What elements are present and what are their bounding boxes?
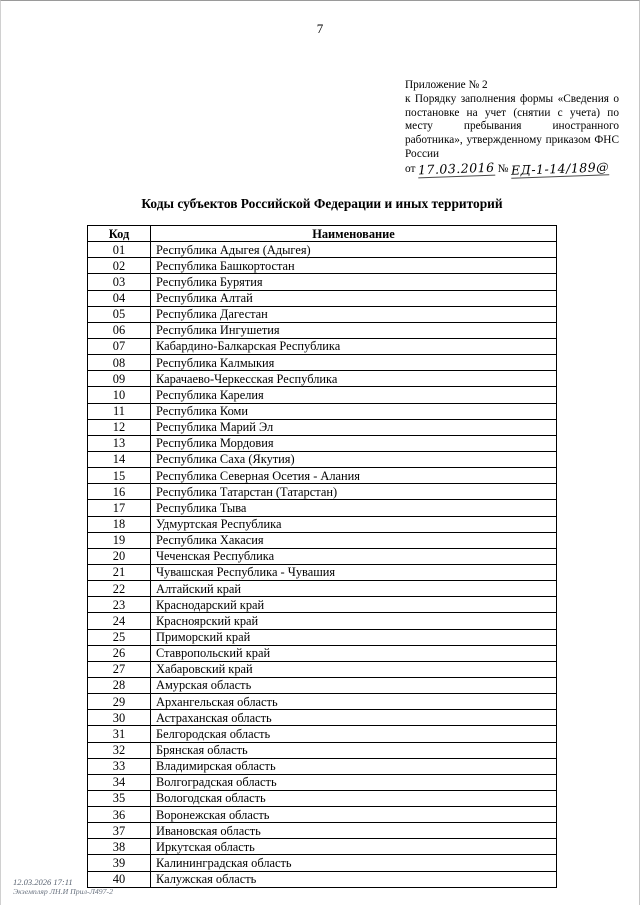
table-row — [88, 258, 557, 274]
table-row — [88, 581, 557, 597]
code-cell: 34 — [88, 774, 151, 790]
name-cell: Удмуртская Республика — [151, 516, 557, 532]
table-row — [88, 661, 557, 677]
table-row — [88, 306, 557, 322]
handwritten-order-number: ЕД-1-14/189@ — [511, 158, 610, 178]
name-cell: Приморский край — [151, 629, 557, 645]
name-cell: Республика Марий Эл — [151, 419, 557, 435]
table-row — [88, 516, 557, 532]
code-cell: 04 — [88, 290, 151, 306]
table-row — [88, 419, 557, 435]
table-row — [88, 274, 557, 290]
name-cell: Республика Калмыкия — [151, 355, 557, 371]
code-cell: 07 — [88, 338, 151, 354]
footer-timestamp: 12.03.2026 17:11 — [13, 876, 73, 887]
code-cell: 06 — [88, 322, 151, 338]
table-row — [88, 871, 557, 887]
page-number: 7 — [316, 21, 324, 36]
code-cell: 28 — [88, 677, 151, 693]
code-cell: 21 — [88, 564, 151, 580]
name-cell: Хабаровский край — [151, 661, 557, 677]
table-row — [88, 855, 557, 871]
code-cell: 05 — [88, 306, 151, 322]
name-cell: Республика Алтай — [151, 290, 557, 306]
name-cell: Калининградская область — [151, 855, 557, 871]
scan-footer — [13, 877, 113, 897]
table-body — [88, 242, 557, 888]
name-cell: Республика Татарстан (Татарстан) — [151, 484, 557, 500]
table-row — [88, 371, 557, 387]
table-row — [88, 694, 557, 710]
code-cell: 17 — [88, 500, 151, 516]
codes-table — [87, 225, 557, 888]
code-cell: 01 — [88, 242, 151, 258]
footer-document-ref: Экземпляр ЛН.И Прил-Л497-2 — [13, 887, 114, 897]
table-row — [88, 435, 557, 451]
name-cell: Амурская область — [151, 677, 557, 693]
code-cell: 13 — [88, 435, 151, 451]
appendix-body: к Порядку заполнения формы «Сведения о постановке на учет (снятии с учета) по месту пребывания иностранного работника», утвержденному приказом ФНС России — [405, 92, 619, 160]
table-row — [88, 338, 557, 354]
appendix-block — [405, 79, 619, 176]
table-row — [88, 500, 557, 516]
name-cell: Воронежская область — [151, 807, 557, 823]
name-cell: Астраханская область — [151, 710, 557, 726]
name-cell: Карачаево-Черкесская Республика — [151, 371, 557, 387]
code-cell: 02 — [88, 258, 151, 274]
code-cell: 08 — [88, 355, 151, 371]
code-cell: 37 — [88, 823, 151, 839]
code-cell: 22 — [88, 581, 151, 597]
code-cell: 39 — [88, 855, 151, 871]
table-row — [88, 403, 557, 419]
code-cell: 19 — [88, 532, 151, 548]
name-cell: Республика Северная Осетия - Алания — [151, 468, 557, 484]
code-cell: 29 — [88, 694, 151, 710]
name-cell: Волгоградская область — [151, 774, 557, 790]
name-cell: Вологодская область — [151, 790, 557, 806]
name-cell: Ивановская область — [151, 823, 557, 839]
table-row — [88, 726, 557, 742]
table-row — [88, 629, 557, 645]
table-row — [88, 823, 557, 839]
name-cell: Краснодарский край — [151, 597, 557, 613]
code-cell: 14 — [88, 451, 151, 467]
table-row — [88, 484, 557, 500]
table-row — [88, 758, 557, 774]
code-cell: 12 — [88, 419, 151, 435]
name-cell: Ставропольский край — [151, 645, 557, 661]
code-cell: 11 — [88, 403, 151, 419]
name-cell: Республика Дагестан — [151, 306, 557, 322]
code-cell: 18 — [88, 516, 151, 532]
code-cell: 10 — [88, 387, 151, 403]
table-row — [88, 677, 557, 693]
code-cell: 16 — [88, 484, 151, 500]
table-row — [88, 387, 557, 403]
code-cell: 09 — [88, 371, 151, 387]
code-cell: 33 — [88, 758, 151, 774]
name-cell: Чеченская Республика — [151, 548, 557, 564]
name-cell: Республика Саха (Якутия) — [151, 451, 557, 467]
code-cell: 35 — [88, 790, 151, 806]
name-cell: Архангельская область — [151, 694, 557, 710]
table-row — [88, 532, 557, 548]
table-row — [88, 710, 557, 726]
code-cell: 23 — [88, 597, 151, 613]
handwritten-date: 17.03.2016 — [418, 159, 496, 178]
appendix-title: Приложение № 2 — [405, 79, 488, 91]
name-cell: Красноярский край — [151, 613, 557, 629]
code-cell: 15 — [88, 468, 151, 484]
code-cell: 38 — [88, 839, 151, 855]
table-row — [88, 645, 557, 661]
name-cell: Брянская область — [151, 742, 557, 758]
code-cell: 26 — [88, 645, 151, 661]
table-row — [88, 451, 557, 467]
code-cell: 25 — [88, 629, 151, 645]
name-cell: Алтайский край — [151, 581, 557, 597]
name-cell: Республика Башкортостан — [151, 258, 557, 274]
code-cell: 20 — [88, 548, 151, 564]
number-sign: № — [497, 162, 509, 175]
table-row — [88, 548, 557, 564]
column-header-name: Наименование — [151, 226, 557, 242]
table-header-row — [88, 226, 557, 242]
document-title: Коды субъектов Российской Федерации и иных территорий — [141, 196, 503, 211]
from-label: от — [405, 162, 416, 175]
name-cell: Республика Ингушетия — [151, 322, 557, 338]
name-cell: Республика Хакасия — [151, 532, 557, 548]
table-row — [88, 742, 557, 758]
table-row — [88, 564, 557, 580]
code-cell: 30 — [88, 710, 151, 726]
table-row — [88, 839, 557, 855]
name-cell: Калужская область — [151, 871, 557, 887]
name-cell: Белгородская область — [151, 726, 557, 742]
table-row — [88, 242, 557, 258]
table-row — [88, 807, 557, 823]
code-cell: 32 — [88, 742, 151, 758]
code-cell: 36 — [88, 807, 151, 823]
table-row — [88, 774, 557, 790]
name-cell: Чувашская Республика - Чувашия — [151, 564, 557, 580]
code-cell: 27 — [88, 661, 151, 677]
name-cell: Иркутская область — [151, 839, 557, 855]
name-cell: Республика Коми — [151, 403, 557, 419]
table-row — [88, 468, 557, 484]
table-row — [88, 613, 557, 629]
name-cell: Владимирская область — [151, 758, 557, 774]
table-row — [88, 597, 557, 613]
appendix-order-line — [405, 158, 619, 178]
table-row — [88, 355, 557, 371]
name-cell: Республика Адыгея (Адыгея) — [151, 242, 557, 258]
table-row — [88, 322, 557, 338]
table-row — [88, 290, 557, 306]
name-cell: Кабардино-Балкарская Республика — [151, 338, 557, 354]
code-cell: 24 — [88, 613, 151, 629]
column-header-code: Код — [88, 226, 151, 242]
name-cell: Республика Бурятия — [151, 274, 557, 290]
code-cell: 40 — [88, 871, 151, 887]
code-cell: 31 — [88, 726, 151, 742]
table-row — [88, 790, 557, 806]
name-cell: Республика Мордовия — [151, 435, 557, 451]
name-cell: Республика Тыва — [151, 500, 557, 516]
name-cell: Республика Карелия — [151, 387, 557, 403]
code-cell: 03 — [88, 274, 151, 290]
